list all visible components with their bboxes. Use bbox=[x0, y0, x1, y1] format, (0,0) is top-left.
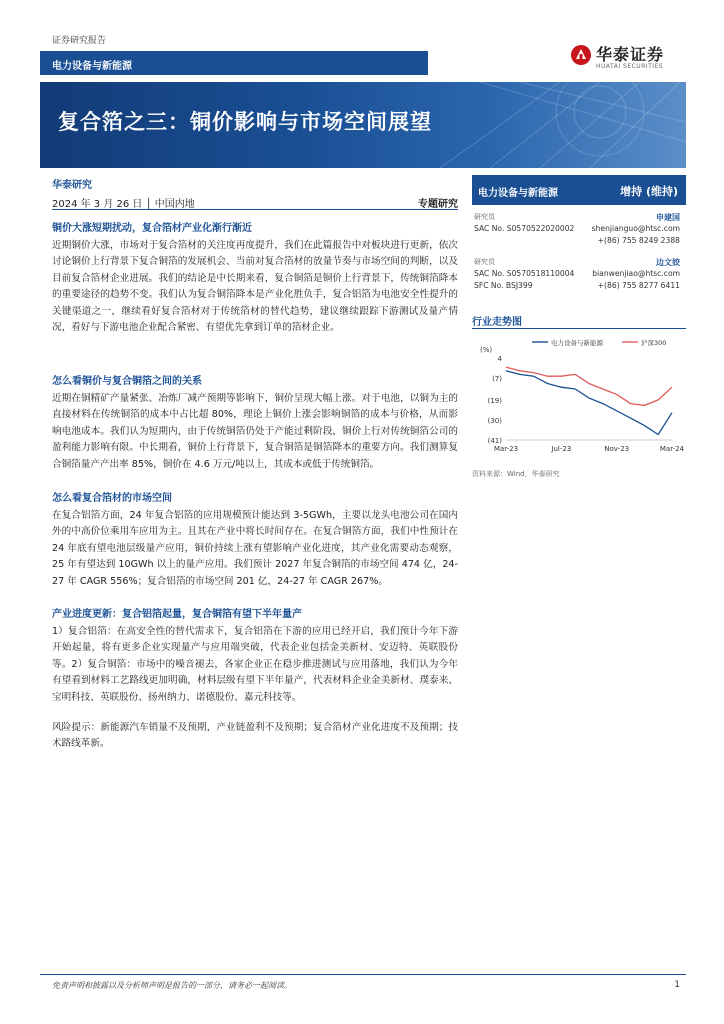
industry-name: 电力设备与新能源 bbox=[478, 188, 558, 199]
logo-text-cn: 华泰证券 bbox=[596, 45, 665, 64]
legend-label: 电力设备与新能源 bbox=[551, 339, 603, 347]
category-tab bbox=[40, 51, 428, 75]
rating-header bbox=[472, 175, 686, 205]
page-number: 1 bbox=[674, 980, 680, 990]
series-line bbox=[506, 367, 672, 405]
analyst-sfc: SFC No. BSJ399 bbox=[474, 281, 533, 290]
analyst-phone: +(86) 755 8249 2388 bbox=[597, 236, 680, 245]
x-tick-label: Mar-24 bbox=[659, 445, 685, 453]
section-2 bbox=[52, 372, 458, 473]
section-body: 1）复合铝箔：在高安全性的替代需求下，复合铝箔在下游的应用已经开启，我们预计今年下游开始起量，将有更多企业实现量产与应用端突破，代表企业包括金美新材、安迈特、英联股份等。2）复合铜箔：市场中的噪音褪去，各家企业正在稳步推进测试与应用落地，我们认为今年有望看到材料工艺路线更加明确，材料层级有望下半年量产，代表材料企业金美新材、璞泰来、宝明科技、英联股份、扬州纳力、诺德股份、嘉元科技等。 bbox=[52, 626, 458, 703]
analyst-email[interactable]: bianwenjiao@htsc.com bbox=[592, 269, 680, 278]
huatai-logo-icon bbox=[570, 44, 592, 66]
report-date-region: 2024 年 3 月 26 日 │ 中国内地 bbox=[52, 199, 195, 210]
author-name: 华泰研究 bbox=[52, 180, 92, 191]
analyst-phone: +(86) 755 8277 6411 bbox=[597, 281, 680, 290]
rating-value: 增持 (维持) bbox=[620, 185, 678, 198]
report-type-label: 证券研究报告 bbox=[52, 36, 107, 46]
category-label: 电力设备与新能源 bbox=[52, 61, 132, 72]
logo-text-en: HUATAI SECURITIES bbox=[596, 63, 664, 70]
risk-text: 风险提示：新能源汽车销量不及预期，产业链盈利不及预期；复合箔材产业化进度不及预期；技术路线革新。 bbox=[52, 722, 458, 750]
section-3 bbox=[52, 489, 458, 590]
section-body: 在复合铝箔方面，24 年复合铝箔的应用规模预计能达到 3-5GWh，主要以龙头电池公司在国内外的中高价位乘用车应用为主。且其在产业中将长时间存在。在复合铜箔方面，我们中性预计在 24 年底有望电池层级量产应用，铜价持续上涨有望影响产业化进度，其产业化需要动态观察，25 年有望达到 10GWh 以上的量产应用。我们预计 2027 年复合铜箔的市场空间 474 亿，24-27 年 CAGR 556%；复合铝箔的市场空间 201 亿，24-27 年 CAGR 267%。 bbox=[52, 510, 458, 587]
y-tick-label: (7) bbox=[492, 375, 502, 384]
y-unit-label: (%) bbox=[480, 346, 493, 354]
company-logo bbox=[570, 42, 690, 74]
analyst-role: 研究员 bbox=[474, 213, 495, 221]
section-heading: 怎么看复合箔材的市场空间 bbox=[52, 493, 172, 504]
chart-title: 行业走势图 bbox=[472, 317, 522, 328]
series-line bbox=[506, 371, 672, 435]
y-tick-label: (30) bbox=[487, 416, 502, 425]
section-heading: 产业进度更新：复合铝箔起量，复合铜箔有望下半年量产 bbox=[52, 609, 302, 620]
y-tick-label: (41) bbox=[487, 437, 502, 445]
analyst-1 bbox=[472, 212, 686, 248]
legend-label: 沪深300 bbox=[641, 339, 667, 347]
trend-chart bbox=[472, 336, 686, 466]
y-tick-label: (19) bbox=[487, 396, 502, 405]
y-tick-label: 4 bbox=[497, 355, 502, 363]
report-type: 专题研究 bbox=[418, 199, 458, 210]
section-heading: 铜价大涨短期扰动，复合箔材产业化渐行渐近 bbox=[52, 223, 252, 234]
x-tick-label: Nov-23 bbox=[604, 445, 630, 453]
date-line bbox=[52, 195, 458, 210]
chart-divider bbox=[472, 328, 686, 329]
analyst-email[interactable]: shenjianguo@htsc.com bbox=[591, 224, 680, 233]
analyst-name: 边文姣 bbox=[656, 258, 680, 267]
title-banner bbox=[40, 82, 686, 168]
divider bbox=[52, 209, 458, 210]
chart-source: 资料来源：Wind，华泰研究 bbox=[472, 470, 560, 478]
x-tick-label: Jul-23 bbox=[551, 445, 572, 453]
analyst-sac: SAC No. S0570522020002 bbox=[474, 224, 575, 233]
section-1 bbox=[52, 219, 458, 336]
x-tick-label: Mar-23 bbox=[493, 445, 519, 453]
report-title: 复合箔之三：铜价影响与市场空间展望 bbox=[58, 110, 432, 134]
analyst-sac: SAC No. S0570518110004 bbox=[474, 269, 575, 278]
analyst-role: 研究员 bbox=[474, 258, 495, 266]
section-heading: 怎么看铜价与复合铜箔之间的关系 bbox=[52, 376, 202, 387]
section-body: 近期在铜精矿产量紧张、冶炼厂减产预期等影响下，铜价呈现大幅上涨。对于电池，以铜为主的直接材料在传统铜箔的成本中占比超 80%，理论上铜价上涨会影响铜箔的成本与价格，从而影响电池成本。我们认为短期内，由于传统铜箔仍处于产能过剩阶段，铜价上行对传统铜箔公司的盈利能力影响有限。中长期看，铜价上行背景下，复合铜箔是铜箔降本的重要方向。我们测算复合铜箔量产产出率 85%，铜价在 4.6 万元/吨以上，其成本或低于传统铜箔。 bbox=[52, 393, 458, 470]
analyst-name: 申建国 bbox=[656, 213, 680, 222]
footer-divider bbox=[40, 974, 686, 975]
section-4 bbox=[52, 605, 458, 706]
analyst-2 bbox=[472, 257, 686, 293]
author-block bbox=[52, 176, 460, 191]
section-body: 近期铜价大涨，市场对于复合箔材的关注度再度提升，我们在此篇报告中对板块进行更新，依次讨论铜价上行背景下复合铜箔的发展机会、当前对复合箔材的放量节奏与市场空间的判断，以及目前复合箔材企业进展。我们的结论是中长期来看，复合铜箔是铜价上行背景下，传统铜箔降本的重要途径的趋势不变。我们认为复合铜箔降本是产业化胜负手，复合铝箔为电池安全性提升的关键渠道之一，继续看好复合箔材对于传统箔材的替代趋势，建议继续跟踪下游测试及量产情况，看好与下游电池企业配合紧密、有望优先拿到订单的箔材企业。 bbox=[52, 240, 458, 334]
footer-disclaimer: 免责声明和披露以及分析师声明是报告的一部分，请务必一起阅读。 bbox=[52, 981, 292, 990]
risk-warning bbox=[52, 720, 458, 753]
